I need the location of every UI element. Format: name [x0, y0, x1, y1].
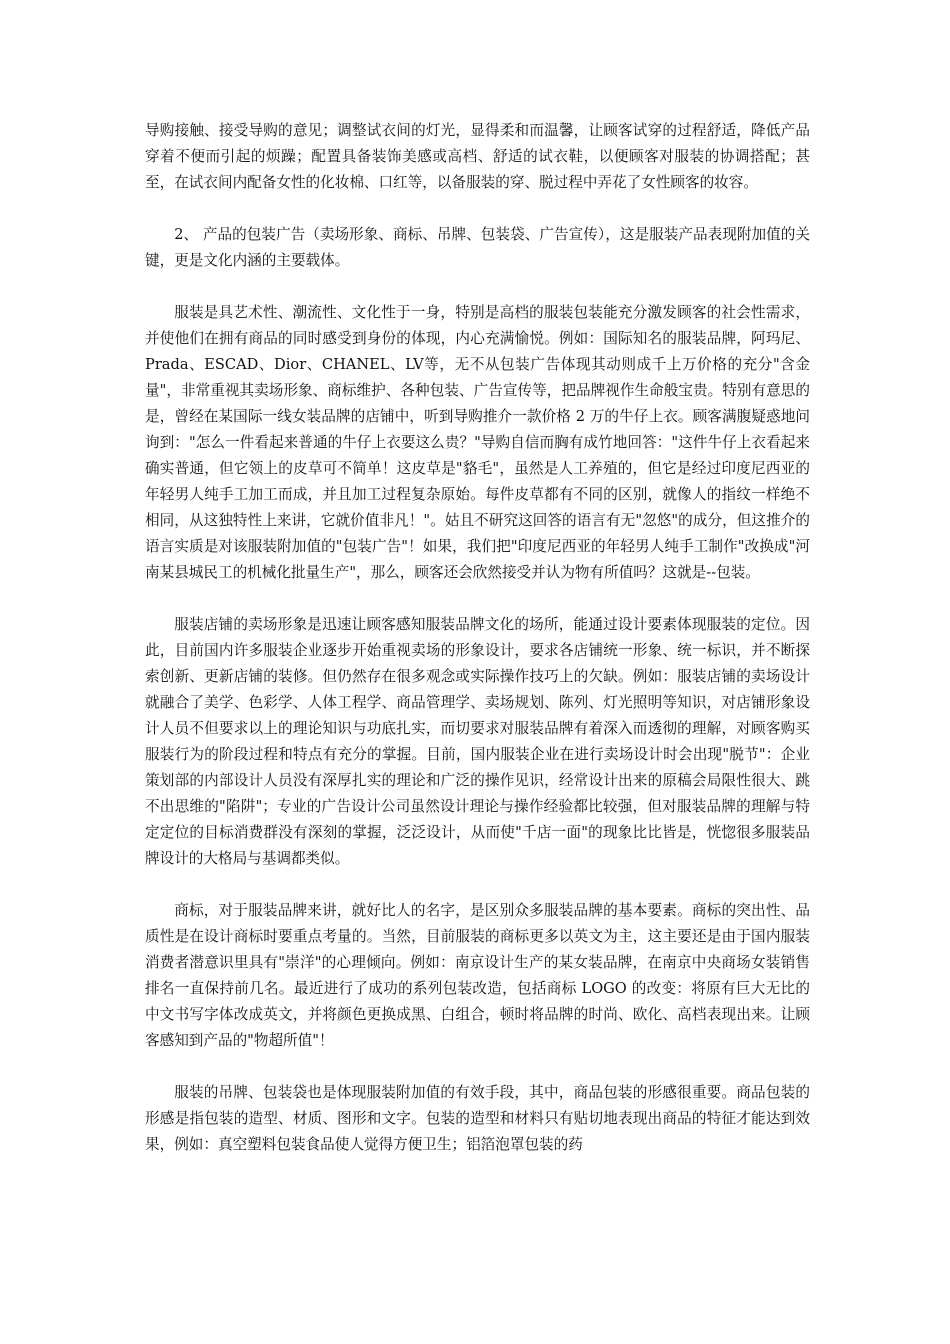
paragraph-spacer — [145, 872, 810, 898]
paragraph-packaging-heading: 2、 产品的包装广告（卖场形象、商标、吊牌、包装袋、广告宣传），这是服装产品表现附加值的关键，更是文化内涵的主要载体。 — [145, 226, 810, 269]
paragraph-spacer — [145, 274, 810, 300]
paragraph-store-image: 服装店铺的卖场形象是迅速让顾客感知服装品牌文化的场所，能通过设计要素体现服装的定位。因此，目前国内许多服装企业逐步开始重视卖场的形象设计，要求各店铺统一形象、统一标识，并不断探索创新、更新店铺的装修。但仍然存在很多观念或实际操作技巧上的欠缺。例如：服装店铺的卖场设计就融合了美学、色彩学、人体工程学、商品管理学、卖场规划、陈列、灯光照明等知识，对店铺形象设计人员不但要求以上的理论知识与功底扎实，而切要求对服装品牌有着深入而透彻的理解，对顾客购买服装行为的阶段过程和特点有充分的掌握。目前，国内服装企业在进行卖场设计时会出现"脱节"：企业策划部的内部设计人员没有深厚扎实的理论和广泛的操作见识，经常设计出来的原稿会局限性很大、跳不出思维的"陷阱"；专业的广告设计公司虽然设计理论与操作经验都比较强，但对服装品牌的理解与特定定位的目标消费群没有深刻的掌握，泛泛设计，从而使"千店一面"的现象比比皆是，恍惚很多服装品牌设计的大格局与基调都类似。 — [145, 616, 810, 867]
paragraph-spacer — [145, 586, 810, 612]
paragraph-trademark: 商标，对于服装品牌来讲，就好比人的名字，是区别众多服装品牌的基本要素。商标的突出性、品质性是在设计商标时要重点考量的。当然，目前服装的商标更多以英文为主，这主要还是由于国内服装消费者潜意识里具有"崇洋"的心理倾向。例如：南京设计生产的某女装品牌，在南京中央商场女装销售排名一直保持前几名。最近进行了成功的系列包装改造，包括商标 LOGO 的改变：将原有巨大无比的中文书写字体改成英文，并将颜色更换成黑、白组合，顿时将品牌的时尚、欧化、高档表现出来。让顾客感知到产品的"物超所值"！ — [145, 902, 810, 1049]
document-page — [145, 118, 810, 1158]
paragraph-fitting-room: 导购接触、接受导购的意见；调整试衣间的灯光，显得柔和而温馨，让顾客试穿的过程舒适，降低产品穿着不便而引起的烦躁；配置具备装饰美感或高档、舒适的试衣鞋，以便顾客对服装的协调搭配；甚至，在试衣间内配备女性的化妆棉、口红等，以备服装的穿、脱过程中弄花了女性顾客的妆容。 — [145, 122, 810, 191]
paragraph-spacer — [145, 1054, 810, 1080]
paragraph-spacer — [145, 196, 810, 222]
paragraph-luxury-brands: 服装是具艺术性、潮流性、文化性于一身，特别是高档的服装包装能充分激发顾客的社会性需求，并使他们在拥有商品的同时感受到身份的体现，内心充满愉悦。例如：国际知名的服装品牌，阿玛尼、Prada、ESCAD、Dior、CHANEL、LV等，无不从包装广告体现其动则成千上万价格的充分"含金量"，非常重视其卖场形象、商标维护、各种包装、广告宣传等，把品牌视作生命般宝贵。特别有意思的是，曾经在某国际一线女装品牌的店铺中，听到导购推介一款价格 2 万的牛仔上衣。顾客满腹疑惑地问询到："怎么一件看起来普通的牛仔上衣要这么贵？"导购自信而胸有成竹地回答："这件牛仔上衣看起来确实普通，但它领上的皮草可不简单！这皮草是"貉毛"，虽然是人工养殖的，但它是经过印度尼西亚的年轻男人纯手工加工而成，并且加工过程复杂原始。每件皮草都有不同的区别，就像人的指纹一样绝不相同，从这独特性上来讲，它就价值非凡！"。姑且不研究这回答的语言有无"忽悠"的成分，但这推介的语言实质是对该服装附加值的"包装广告"！如果，我们把"印度尼西亚的年轻男人纯手工制作"改换成"河南某县城民工的机械化批量生产"，那么，顾客还会欣然接受并认为物有所值吗？这就是--包装。 — [145, 304, 810, 581]
paragraph-tags-bags: 服装的吊牌、包装袋也是体现服装附加值的有效手段，其中，商品包装的形感很重要。商品包装的形感是指包装的造型、材质、图形和文字。包装的造型和材料只有贴切地表现出商品的特征才能达到效果，例如：真空塑料包装食品使人觉得方便卫生；铝箔泡罩包装的药 — [145, 1084, 810, 1153]
